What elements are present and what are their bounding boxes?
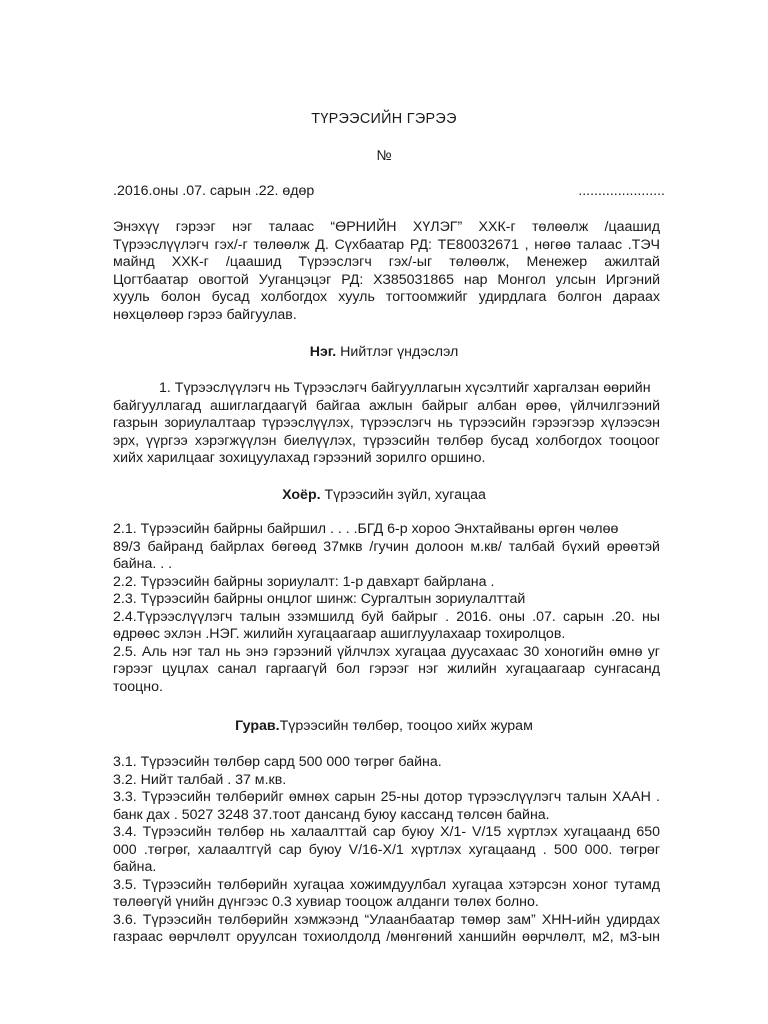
section-2-line: 2.4.Түрээслүүлэгч талын эзэмшилд буй байрыг . 2016. оны .07. сарын .20. ны	[113, 608, 660, 625]
section-1-line: эрх, үүргээ хэрэгжүүлэн биелүүлэх, түрээсийн төлбөр бусад холбогдох тооцоог	[113, 432, 660, 449]
section-1-line: байгууллагад ашиглагдаагүй байгаа ажлын байрыг албан өрөө, үйлчилгээний	[113, 397, 660, 414]
section-2-line: байна. . .	[113, 556, 173, 572]
section-2-heading-number: Хоёр.	[282, 487, 321, 503]
section-3-line: 3.4. Түрээсийн төлбөр нь халаалттай сар буюу Х/1- V/15 хүртлэх хугацаанд 650	[113, 824, 660, 840]
section-1-line: 1. Түрээслүүлэгч нь Түрээслэгч байгууллагын хүсэлтийг харгалзан өөрийн	[159, 380, 651, 396]
section-3-line: 3.1. Түрээсийн төлбөр сард 500 000 төгрөг байна.	[113, 754, 442, 770]
contract-date-line	[113, 183, 665, 201]
section-1-line: газрын зориулалтаар түрээслүүлэх, түрээслэгч нь түрээсийн гэрээгээр хүлээсэн	[113, 415, 660, 431]
section-3-line: 000 .төгрөг, халаалтгүй сар буюу V/16-Х/1 хүртлэх хугацаанд . 500 000. төгрөг	[113, 841, 660, 858]
section-2-line: 2.3. Түрээсийн байрны онцлог шинж: Сургалтын зориулалттай	[113, 591, 526, 607]
section-2-line: 2.2. Түрээсийн байрны зориулалт: 1-р давхарт байрлана .	[113, 573, 495, 590]
section-3-heading	[0, 718, 768, 736]
section-3-line: байна.	[113, 859, 157, 875]
section-1-heading-number: Нэг.	[309, 344, 337, 360]
section-3-line: төлөөгүй үнийн дүнгээс 0.3 хувиар тооцож алданги төлөх болно.	[113, 894, 539, 910]
section-3-line: 3.6. Түрээсийн төлбөрийн хэмжээнд “Улаанбаатар төмөр зам” ХНН-ийн удирдах	[113, 911, 660, 928]
section-3-heading-number: Гурав.	[235, 718, 280, 734]
section-2-heading	[0, 487, 768, 505]
contract-date: .2016.оны .07. сарын .22. өдөр	[113, 183, 315, 199]
intro-line: Энэхүү гэрээг нэг талаас “ӨРНИЙН ХҮЛЭГ” ХХК-г төлөөлж /цаашид	[113, 219, 660, 235]
contract-title: ТҮРЭЭСИЙН ГЭРЭЭ	[311, 111, 457, 127]
contract-place-dots: ......................	[578, 183, 665, 199]
section-3-heading-text: Түрээсийн төлбөр, тооцоо хийх журам	[279, 718, 533, 734]
section-2-body	[113, 521, 660, 696]
intro-line: майнд ХХК-г /цаашид Түрээслэгч гэх/-ыг төлөөлж, Менежер ажилтай	[113, 254, 660, 270]
section-3-line: 3.3. Түрээсийн төлбөрийг өмнөх сарын 25-ны дотор түрээслүүлэгч талын ХААН .	[113, 789, 660, 805]
section-1-heading	[0, 344, 768, 362]
intro-paragraph	[113, 219, 660, 324]
section-3-line: банк дах . 5027 3248 37.тоот дансанд буюу кассанд төлсөн байна.	[113, 806, 550, 823]
section-2-line: гэрээг цуцлах санал гаргаагүй бол гэрээг нэг жилийн хугацаагаар сунгасанд	[113, 661, 660, 677]
section-3-line: газраас өөрчлөлт оруулсан тохиолдолд /мөнгөний ханшийн өөрчлөлт, м2, м3-ын	[113, 929, 660, 945]
section-3-line: 3.5. Түрээсийн төлбөрийн хугацаа хожимдуулбал хугацаа хэтэрсэн хоног тутамд	[113, 876, 660, 893]
section-2-line: тооцно.	[113, 678, 163, 695]
section-3-body	[113, 754, 660, 947]
section-2-line: 2.1. Түрээсийн байрны байршил . . . .БГД 6-р хороо Энхтайваны өргөн чөлөө	[113, 521, 619, 537]
intro-line: Цогтбаатар овогтой Ууганцэцэг РД: ХЗ85031865 нар Монгол улсын Иргэний	[113, 271, 660, 288]
section-1-line: хийх харилцааг зохицуулахад гэрээний зорилго оршино.	[113, 450, 486, 466]
section-1-heading-text: Нийтлэг үндэслэл	[336, 344, 459, 360]
section-2-line: 89/3 байранд байрлах бөгөөд 37мкв /гучин долоон м.кв/ талбай бүхий өрөөтэй	[113, 538, 660, 555]
section-2-heading-text: Түрээсийн зүйл, хугацаа	[320, 487, 486, 503]
section-3-line: 3.2. Нийт талбай . 37 м.кв.	[113, 771, 287, 788]
section-1-body	[113, 380, 660, 468]
intro-line: нөхцөлөөр гэрээ байгуулав.	[113, 306, 297, 323]
section-2-line: 2.5. Аль нэг тал нь энэ гэрээний үйлчлэх хугацаа дуусахаас 30 хоногийн өмнө уг	[113, 643, 660, 660]
section-2-line: өдрөөс эхлэн .НЭГ. жилийн хугацаагаар ашиглуулахаар тохиролцов.	[113, 626, 566, 642]
intro-line: хууль болон бусад холбогдох хууль тогтоомжийг удирдлага болгон дараах	[113, 289, 660, 305]
intro-line: Түрээслүүлэгч гэх/-г төлөөлж Д. Сүхбаатар РД: ТЕ80032671 , нөгөө талаас .ТЭЧ	[113, 236, 660, 253]
contract-number-label: №	[376, 148, 392, 164]
